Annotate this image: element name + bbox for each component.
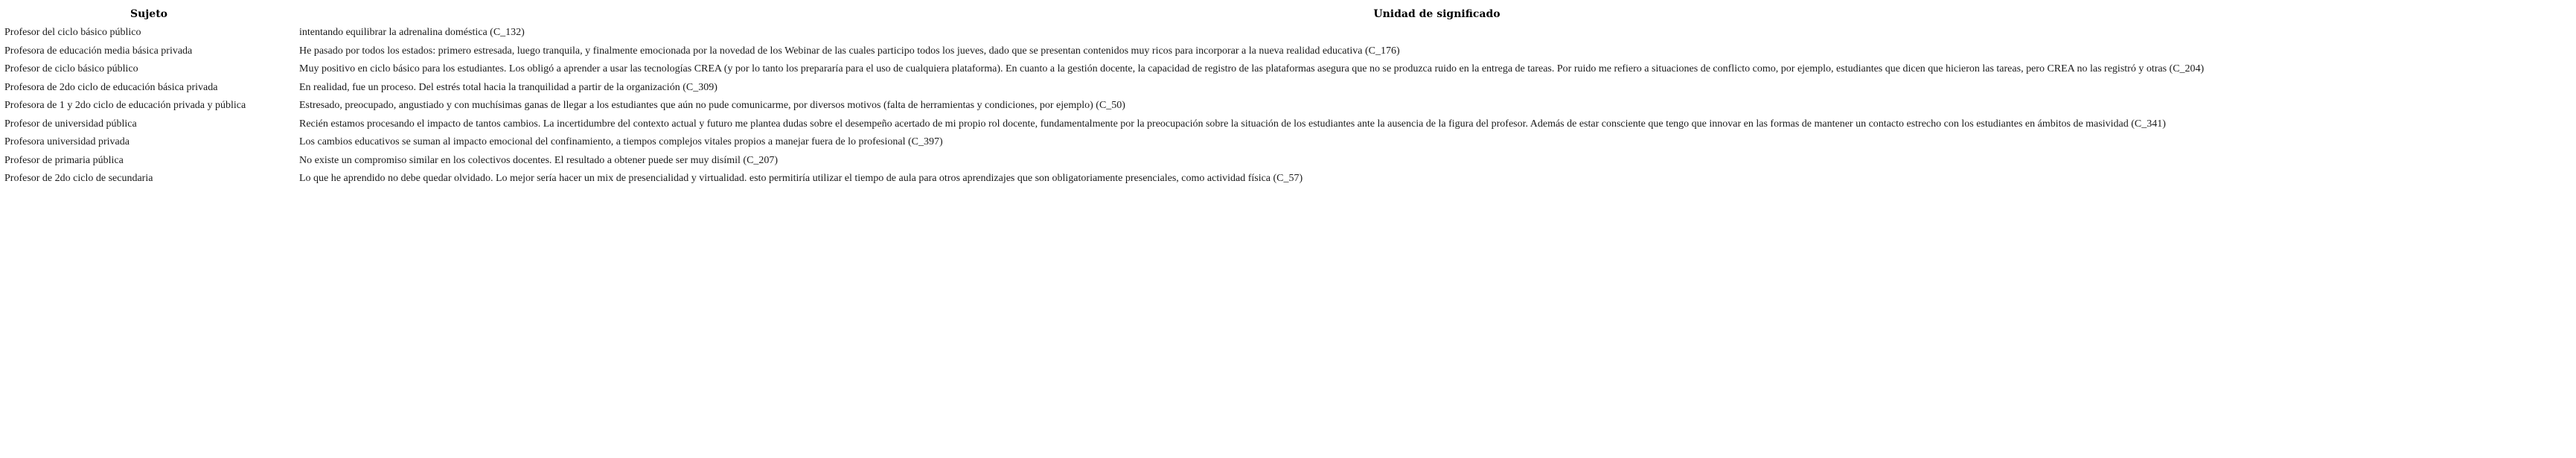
table-row <box>0 170 2576 188</box>
table-row <box>0 60 2576 79</box>
subject-cell: Profesora de 1 y 2do ciclo de educación privada y pública <box>4 100 246 112</box>
unit-cell: Lo que he aprendido no debe quedar olvidado. Lo mejor sería hacer un mix de presencialidad y virtualidad. esto permitiría utilizar el tiempo de aula para otros aprendizajes que son obligatoriamente presenciales, como actividad física (C_57) <box>299 173 1303 185</box>
table-body <box>0 24 2576 188</box>
table-header <box>0 4 2576 24</box>
subject-cell: Profesor del ciclo básico público <box>4 27 141 39</box>
subject-cell: Profesor de primaria pública <box>4 154 124 166</box>
subject-cell: Profesora universidad privada <box>4 136 130 148</box>
unit-cell: Muy positivo en ciclo básico para los estudiantes. Los obligó a aprender a usar las tecnologías CREA (y por lo tanto los prepararía para el uso de cualquiera plataforma). En cuanto a la gestión docente, la capacidad de registro de las plataformas asegura que no se produzca ruido en la entrega de tareas. Por ruido me refiero a situaciones de conflicto como, por ejemplo, estudiantes que dicen que hicieron las tareas, pero CREA no las registró y otras (C_204) <box>299 63 2205 75</box>
table-row <box>0 79 2576 98</box>
unit-cell: No existe un compromiso similar en los colectivos docentes. El resultado a obtener puede ser muy disímil (C_207) <box>299 154 779 166</box>
unit-cell: En realidad, fue un proceso. Del estrés total hacia la tranquilidad a partir de la organización (C_309) <box>299 81 717 93</box>
unit-cell: Estresado, preocupado, angustiado y con muchísimas ganas de llegar a los estudiantes que aún no pude comunicarme, por diversos motivos (falta de herramientas y condiciones, por ejemplo) (C_50) <box>299 100 1125 112</box>
header-subject: Sujeto <box>130 7 168 20</box>
unit-cell: Recién estamos procesando el impacto de tantos cambios. La incertidumbre del contexto actual y futuro me plantea dudas sobre el desempeño acertado de mi propio rol docente, fundamentalmente por la preocupación sobre la situación de los estudiantes ante la ausencia de la figura del profesor. Además de estar consciente que tengo que innovar en las formas de mantener un contacto estrecho con los estudiantes en ámbitos de masividad (C_341) <box>299 118 2166 130</box>
table-row <box>0 115 2576 134</box>
meaning-units-table <box>0 4 2576 188</box>
subject-cell: Profesor de ciclo básico público <box>4 63 138 75</box>
subject-cell: Profesor de universidad pública <box>4 118 137 130</box>
unit-cell: Los cambios educativos se suman al impacto emocional del confinamiento, a tiempos complejos vitales propios a manejar fuera de lo profesional (C_397) <box>299 136 943 148</box>
table-row <box>0 24 2576 42</box>
subject-cell: Profesora de 2do ciclo de educación básica privada <box>4 81 218 93</box>
table-row <box>0 152 2576 171</box>
header-unit: Unidad de significado <box>1373 7 1500 20</box>
unit-cell: He pasado por todos los estados: primero estresada, luego tranquila, y finalmente emocionada por la novedad de los Webinar de las cuales participo todos los jueves, dado que se presentan contenidos muy ricos para incorporar a la nueva realidad educativa (C_176) <box>299 45 1400 57</box>
table-row <box>0 42 2576 61</box>
subject-cell: Profesora de educación media básica privada <box>4 45 193 57</box>
table-row <box>0 97 2576 115</box>
table-row <box>0 133 2576 152</box>
header-row <box>0 4 2576 24</box>
unit-cell: intentando equilibrar la adrenalina doméstica (C_132) <box>299 27 525 39</box>
subject-cell: Profesor de 2do ciclo de secundaria <box>4 173 153 185</box>
